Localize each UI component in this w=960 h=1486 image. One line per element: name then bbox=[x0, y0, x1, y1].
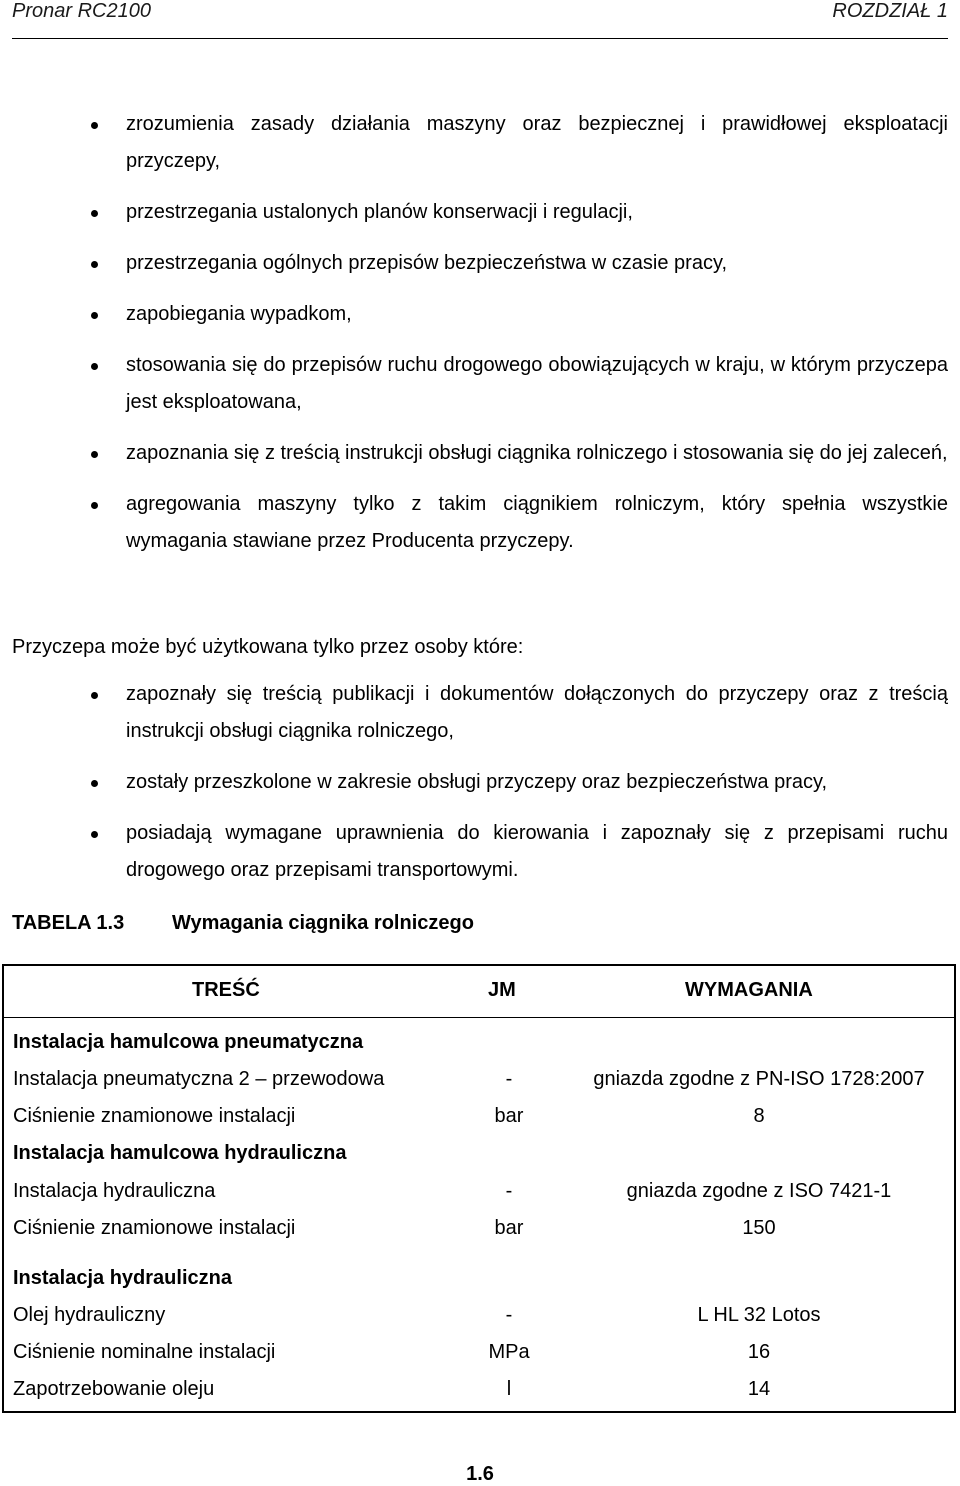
row-label: Ciśnienie nominalne instalacji bbox=[13, 1341, 276, 1363]
row-unit: MPa bbox=[488, 1341, 530, 1363]
row-label: Instalacja hamulcowa pneumatyczna bbox=[13, 1031, 364, 1053]
requirements-table bbox=[2, 964, 956, 1413]
table-row bbox=[4, 1025, 954, 1062]
header-chapter: ROZDZIAŁ 1 bbox=[832, 0, 948, 22]
table-header bbox=[4, 966, 954, 1018]
column-header-unit: JM bbox=[488, 979, 516, 1001]
table-row bbox=[4, 1372, 954, 1409]
row-label: Instalacja hydrauliczna bbox=[13, 1267, 232, 1289]
row-label: Instalacja hydrauliczna bbox=[13, 1180, 216, 1202]
row-value: 16 bbox=[747, 1341, 771, 1363]
list-item: stosowania się do przepisów ruchu drogowego obowiązujących w kraju, w którym przyczepa jest eksploatowana, bbox=[0, 347, 960, 421]
row-value: L HL 32 Lotos bbox=[697, 1304, 821, 1326]
list-item: posiadają wymagane uprawnienia do kierowania i zapoznały się z przepisami ruchu drogowego oraz przepisami transportowymi. bbox=[0, 815, 960, 889]
page-number: 1.6 bbox=[466, 1463, 494, 1485]
row-label: Ciśnienie znamionowe instalacji bbox=[13, 1105, 296, 1127]
list-item: przestrzegania ogólnych przepisów bezpieczeństwa w czasie pracy, bbox=[0, 245, 960, 282]
bullet-icon bbox=[91, 451, 98, 458]
table-row bbox=[4, 1174, 954, 1211]
table-row bbox=[4, 1335, 954, 1372]
table-title: Wymagania ciągnika rolniczego bbox=[172, 912, 474, 934]
header-rule bbox=[12, 38, 948, 39]
row-label: Ciśnienie znamionowe instalacji bbox=[13, 1217, 296, 1239]
list-item: zapoznały się treścią publikacji i dokumentów dołączonych do przyczepy oraz z treścią instrukcji obsługi ciągnika rolniczego, bbox=[0, 676, 960, 750]
column-header-requirements: WYMAGANIA bbox=[685, 979, 813, 1001]
row-value: gniazda zgodne z ISO 7421-1 bbox=[626, 1180, 892, 1202]
table-row bbox=[4, 1211, 954, 1248]
bullet-icon bbox=[91, 210, 98, 217]
row-label: Olej hydrauliczny bbox=[13, 1304, 166, 1326]
row-label: Zapotrzebowanie oleju bbox=[13, 1378, 215, 1400]
header-title: Pronar RC2100 bbox=[12, 0, 151, 22]
row-value: 150 bbox=[742, 1217, 776, 1239]
table-caption bbox=[12, 912, 474, 935]
page-header bbox=[12, 0, 948, 40]
list-item: zrozumienia zasady działania maszyny oraz bezpiecznej i prawidłowej eksploatacji przyczepy, bbox=[0, 106, 960, 180]
table-number: TABELA 1.3 bbox=[12, 912, 125, 934]
bullet-icon bbox=[91, 312, 98, 319]
users-list bbox=[0, 676, 960, 889]
list-item: zapoznania się z treścią instrukcji obsługi ciągnika rolniczego i stosowania się do jej zaleceń, bbox=[0, 435, 960, 472]
bullet-icon bbox=[91, 780, 98, 787]
bullet-icon bbox=[91, 502, 98, 509]
bullet-icon bbox=[91, 122, 98, 129]
row-unit: - bbox=[505, 1068, 513, 1090]
table-row bbox=[4, 1062, 954, 1099]
bullet-icon bbox=[91, 692, 98, 699]
bullet-icon bbox=[91, 261, 98, 268]
column-header-content: TREŚĆ bbox=[192, 979, 260, 1001]
list-item: przestrzegania ustalonych planów konserwacji i regulacji, bbox=[0, 194, 960, 231]
row-label: Instalacja pneumatyczna 2 – przewodowa bbox=[13, 1068, 385, 1090]
list-item: zostały przeszkolone w zakresie obsługi przyczepy oraz bezpieczeństwa pracy, bbox=[0, 764, 960, 801]
row-unit: bar bbox=[494, 1105, 524, 1127]
table-row bbox=[4, 1261, 954, 1298]
bullet-icon bbox=[91, 363, 98, 370]
row-value: 8 bbox=[753, 1105, 765, 1127]
list-item: agregowania maszyny tylko z takim ciągnikiem rolniczym, który spełnia wszystkie wymagania stawiane przez Producenta przyczepy. bbox=[0, 486, 960, 560]
row-value: gniazda zgodne z PN-ISO 1728:2007 bbox=[593, 1068, 925, 1090]
row-label: Instalacja hamulcowa hydrauliczna bbox=[13, 1142, 347, 1164]
row-unit: bar bbox=[494, 1217, 524, 1239]
list-item: zapobiegania wypadkom, bbox=[0, 296, 960, 333]
table-row bbox=[4, 1298, 954, 1335]
users-paragraph: Przyczepa może być użytkowana tylko przez osoby które: bbox=[12, 636, 524, 658]
table-row bbox=[4, 1136, 954, 1173]
row-unit: l bbox=[506, 1378, 512, 1400]
table-row bbox=[4, 1099, 954, 1136]
row-value: 14 bbox=[747, 1378, 771, 1400]
requirements-list bbox=[0, 106, 960, 560]
bullet-icon bbox=[91, 831, 98, 838]
row-unit: - bbox=[505, 1180, 513, 1202]
row-unit: - bbox=[505, 1304, 513, 1326]
